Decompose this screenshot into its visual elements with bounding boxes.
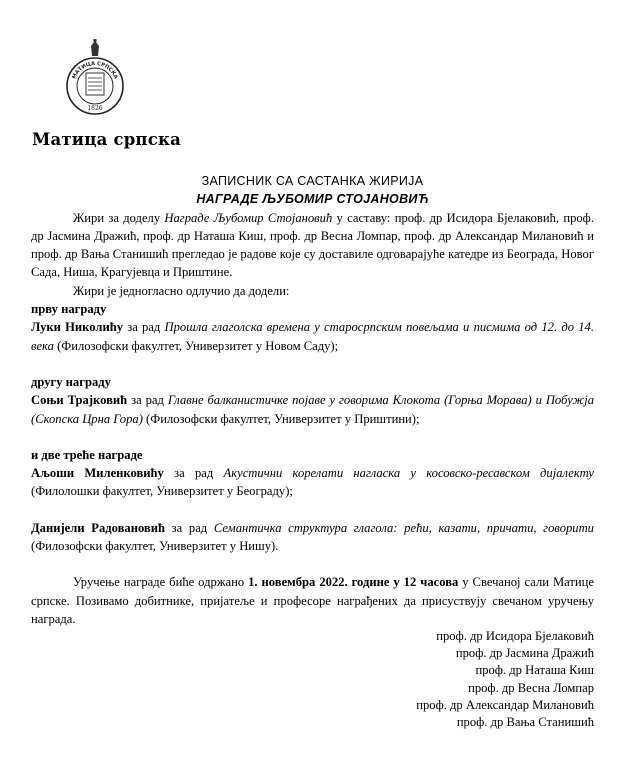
award-title: НАГРАДЕ ЉУБОМИР СТОЈАНОВИЋ xyxy=(196,192,429,207)
signature-line: проф. др Наташа Киш xyxy=(475,663,594,678)
minutes-document xyxy=(31,172,594,628)
first-prize-heading: прву награду xyxy=(31,302,107,317)
signature-line: проф. др Исидора Бјелаковић xyxy=(436,629,594,643)
signature-line: проф. др Јасмина Дражић xyxy=(455,646,594,661)
svg-text:МАТИЦА СРПСКА: МАТИЦА СРПСКА xyxy=(71,60,119,81)
second-prize-heading: другу награду xyxy=(31,374,111,389)
second-prize-entry: Соњи Трајковић за рад Главне балканистичке појаве у говорима Клокота (Горња Морава) и Побужја (Скопска Црна Гора) (Филозофски факултет, Универзитет у Приштини); xyxy=(31,393,595,426)
first-prize-entry: Луки Николићу за рад Прошла глаголска времена у старосрпским повељама и писмима од 12. до 14. века (Филозофски факултет, Универзитет у Новом Саду); xyxy=(31,320,594,353)
third-prize-heading: и две треће награде xyxy=(31,447,143,462)
decision-paragraph: Жири је једногласно одлучио да додели: xyxy=(73,283,290,298)
matica-srpska-logo xyxy=(32,38,181,156)
signature-line: проф. др Весна Ломпар xyxy=(468,680,594,695)
jury-signatures xyxy=(416,628,594,731)
matica-seal-icon xyxy=(64,38,126,116)
third-prize-entry-2: Данијели Радовановић за рад Семантичка структура глагола: рећи, казати, причати, говорити (Филозофски факултет, Универзитет у Нишу). xyxy=(31,520,594,554)
ceremony-paragraph: Уручење награде биће одржано 1. новембра 2022. године у 12 часова у Свечаној сали Матице српске. Позивамо добитнике, пријатеље и професоре награђених да присуствују свечаном уручењу награда. xyxy=(31,575,594,626)
signature-line: проф. др Александар Милановић xyxy=(416,697,594,712)
third-prize-entry-1: Аљоши Миленковићу за рад Акустични корелати нагласка у косовско-ресавском дијалекту (Филолошки факултет, Универзитет у Београду); xyxy=(31,466,594,499)
svg-text:1826: 1826 xyxy=(87,105,103,112)
logo-wordmark: Матица српска xyxy=(32,130,181,149)
signature-line: проф. др Вања Станишић xyxy=(456,715,594,730)
document-title: ЗАПИСНИК СА САСТАНКА ЖИРИЈА xyxy=(201,174,424,188)
jury-paragraph: Жири за доделу Награде Љубомир Стојановић у саставу: проф. др Исидора Бјелаковић, проф. др Јасмина Дражић, проф. др Наташа Киш, проф. др Весна Ломпар, проф. др Александар Милановић и проф. др Вања Станишић прегледао је радове које су доставиле одговарајуће катедре из Београда, Новог Сада, Ниша, Крагујевца и Приштине. xyxy=(31,210,594,280)
